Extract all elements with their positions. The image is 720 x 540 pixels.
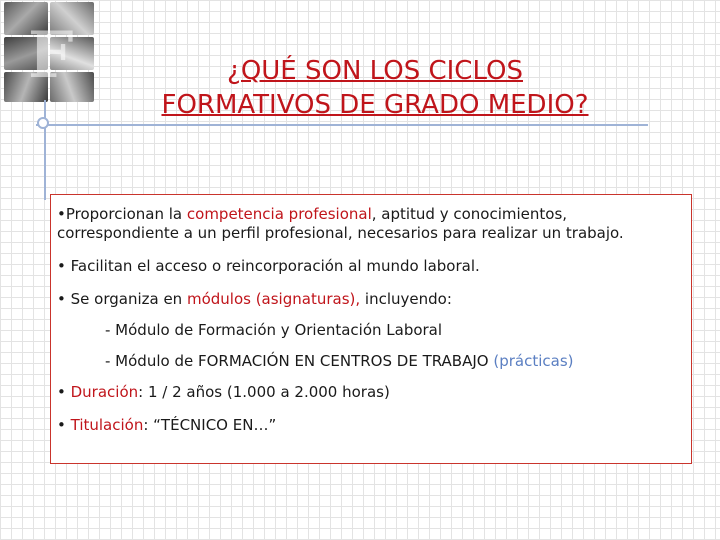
content-box	[50, 194, 692, 464]
text: Facilitan el acceso o reincorporación al mundo laboral.	[65, 257, 480, 275]
bullet-competencia	[57, 205, 685, 243]
slide-title	[70, 54, 680, 122]
label-text: Duración	[65, 383, 139, 401]
highlight-text: competencia profesional	[186, 205, 372, 223]
text: : 1 / 2 años (1.000 a 2.000 horas)	[138, 383, 390, 401]
decorative-vertical-line	[44, 100, 46, 200]
label-text: Titulación	[65, 416, 144, 434]
bullet-mark: •	[57, 205, 66, 223]
bullet-mark: •	[57, 383, 66, 401]
bullet-duracion	[57, 383, 685, 402]
highlight-text: (prácticas)	[493, 352, 574, 370]
title-line-2: FORMATIVOS DE GRADO MEDIO?	[161, 90, 589, 120]
bullet-mark: •	[57, 257, 66, 275]
bullet-modulos	[57, 290, 685, 309]
bullet-acceso	[57, 257, 685, 276]
highlight-text: módulos (asignaturas),	[186, 290, 361, 308]
bullet-titulacion	[57, 416, 685, 435]
text: , aptitud y conocimientos, correspondiente a un perfil profesional, necesarios para realizar un trabajo.	[57, 205, 624, 242]
bullet-mark: •	[57, 290, 66, 308]
text: - Módulo de Formación y Orientación Laboral	[105, 321, 443, 339]
text: Se organiza en	[65, 290, 187, 308]
decorative-horizontal-line	[36, 124, 648, 126]
text: - Módulo de FORMACIÓN EN CENTROS DE TRABAJO	[105, 352, 494, 370]
bullet-mark: •	[57, 416, 66, 434]
decorative-ring	[37, 117, 49, 129]
text: Proporcionan la	[65, 205, 187, 223]
sub-item-fct	[105, 352, 685, 371]
text: incluyendo:	[360, 290, 452, 308]
sub-item-fol	[105, 321, 685, 340]
decorative-letter: F	[28, 18, 74, 93]
text: : “TÉCNICO EN…”	[143, 416, 277, 434]
title-line-1: ¿QUÉ SON LOS CICLOS	[227, 56, 523, 86]
